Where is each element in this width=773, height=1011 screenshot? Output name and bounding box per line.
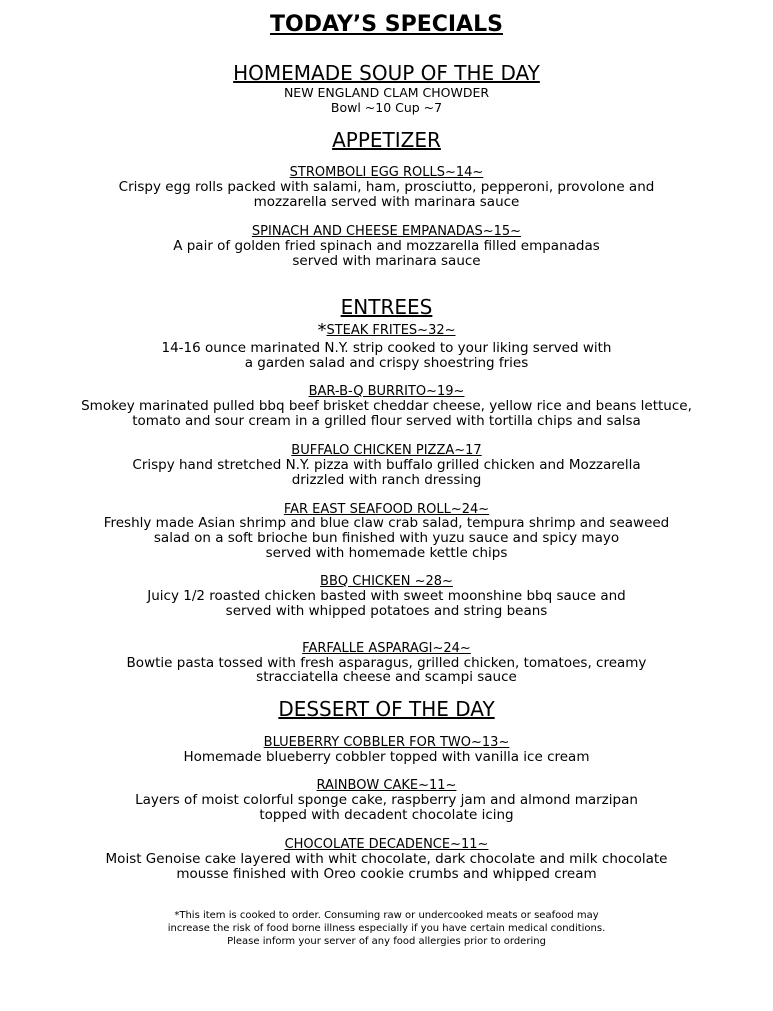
menu-item-name: STROMBOLI EGG ROLLS~14~ bbox=[289, 165, 484, 180]
menu-item-desc: Moist Genoise cake layered with whit chocolate, dark chocolate and milk chocolate bbox=[105, 851, 668, 867]
menu-item-name: SPINACH AND CHEESE EMPANADAS~15~ bbox=[251, 224, 522, 239]
menu-item-desc: Layers of moist colorful sponge cake, raspberry jam and almond marzipan bbox=[135, 792, 638, 808]
menu-item-name: BAR-B-Q BURRITO~19~ bbox=[308, 384, 465, 399]
menu-item-desc: mozzarella served with marinara sauce bbox=[253, 194, 520, 210]
menu-item-desc: stracciatella cheese and scampi sauce bbox=[256, 669, 517, 685]
entrees-heading: ENTREES bbox=[340, 295, 433, 319]
soup-name: NEW ENGLAND CLAM CHOWDER bbox=[283, 85, 490, 100]
menu-item-desc: served with marinara sauce bbox=[292, 253, 481, 269]
footnote-line: increase the risk of food borne illness especially if you have certain medical conditions. bbox=[167, 923, 606, 934]
menu-item-desc: Smokey marinated pulled bbq beef brisket cheddar cheese, yellow rice and beans lettuce, bbox=[81, 398, 692, 414]
soup-price: Bowl ~10 Cup ~7 bbox=[330, 100, 443, 115]
asterisk-marker: * bbox=[317, 320, 327, 341]
menu-item-name: CHOCOLATE DECADENCE~11~ bbox=[284, 837, 489, 852]
menu-item-name: FAR EAST SEAFOOD ROLL~24~ bbox=[283, 502, 490, 517]
menu-item-desc: a garden salad and crispy shoestring fries bbox=[244, 355, 529, 371]
menu-item-desc: Crispy egg rolls packed with salami, ham, prosciutto, pepperoni, provolone and bbox=[118, 179, 655, 195]
dessert-heading: DESSERT OF THE DAY bbox=[278, 697, 495, 721]
menu-item-desc: Crispy hand stretched N.Y. pizza with buffalo grilled chicken and Mozzarella bbox=[132, 457, 641, 473]
menu-item-desc: served with whipped potatoes and string beans bbox=[225, 603, 548, 619]
menu-item-name: BBQ CHICKEN ~28~ bbox=[320, 574, 453, 589]
menu-item-name: BLUEBERRY COBBLER FOR TWO~13~ bbox=[263, 735, 510, 750]
menu-item-name: FARFALLE ASPARAGI~24~ bbox=[302, 641, 471, 656]
page-title: TODAY’S SPECIALS bbox=[270, 12, 503, 37]
menu-item-name bbox=[0, 320, 773, 341]
footnote-line: *This item is cooked to order. Consuming raw or undercooked meats or seafood may bbox=[174, 910, 599, 921]
menu-item-desc: served with homemade kettle chips bbox=[265, 545, 508, 561]
menu-item-desc: mousse finished with Oreo cookie crumbs and whipped cream bbox=[176, 866, 597, 882]
menu-item-desc: Freshly made Asian shrimp and blue claw crab salad, tempura shrimp and seaweed bbox=[103, 515, 670, 531]
appetizer-heading: APPETIZER bbox=[332, 128, 441, 152]
footnote-line: Please inform your server of any food allergies prior to ordering bbox=[227, 936, 546, 947]
menu-item-name: BUFFALO CHICKEN PIZZA~17 bbox=[291, 443, 482, 458]
soup-heading: HOMEMADE SOUP OF THE DAY bbox=[233, 61, 540, 85]
menu-item-desc: 14-16 ounce marinated N.Y. strip cooked to your liking served with bbox=[161, 340, 612, 356]
menu-item-desc: Juicy 1/2 roasted chicken basted with sweet moonshine bbq sauce and bbox=[147, 588, 626, 604]
menu-item-name: RAINBOW CAKE~11~ bbox=[316, 778, 457, 793]
menu-item-desc: drizzled with ranch dressing bbox=[291, 472, 482, 488]
menu-item-desc: topped with decadent chocolate icing bbox=[259, 807, 514, 823]
menu-item-desc: Bowtie pasta tossed with fresh asparagus, grilled chicken, tomatoes, creamy bbox=[126, 655, 647, 671]
menu-item-desc: Homemade blueberry cobbler topped with vanilla ice cream bbox=[183, 749, 590, 765]
menu-item-name-text: STEAK FRITES~32~ bbox=[326, 323, 456, 338]
menu-item-desc: A pair of golden fried spinach and mozzarella filled empanadas bbox=[173, 238, 600, 254]
menu-item-desc: tomato and sour cream in a grilled flour served with tortilla chips and salsa bbox=[132, 413, 641, 429]
menu-item-desc: salad on a soft brioche bun finished with yuzu sauce and spicy mayo bbox=[153, 530, 620, 546]
